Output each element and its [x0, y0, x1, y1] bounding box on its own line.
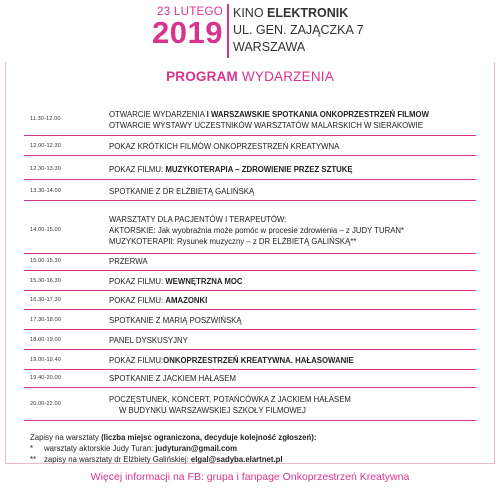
row-divider [24, 135, 476, 136]
description-text: WARSZTATY DLA PACJENTÓW I TERAPEUTÓW: [109, 215, 287, 224]
note-bullet: ** [30, 455, 37, 464]
description-text: PANEL DYSKUSYJNY [109, 335, 188, 345]
description-text: PRZERWA [109, 257, 148, 266]
footer-info: Więcej informacji na FB: grupa i fanpage Onkoprzestrzeń Kreatywna [90, 471, 410, 483]
schedule-time: 16.30-17.30 [30, 297, 61, 303]
description-text: POKAZ KRÓTKICH FILMÓW ONKOPRZESTRZEŃ KREATYWNA [109, 141, 340, 151]
description-line [109, 186, 254, 197]
description-bold: WEWNĘTRZNA MOC [165, 276, 243, 286]
description-line [109, 225, 404, 236]
row-divider [24, 290, 476, 291]
row-divider [24, 329, 476, 330]
description-line [109, 236, 404, 247]
description-line [109, 164, 353, 175]
description-bold: ONKOPRZESTRZEŃ KREATYWNA. HAŁASOWANIE [163, 355, 354, 365]
email-link-elgal[interactable]: elgal@sadyba.elartnet.pl [190, 455, 283, 464]
description-text: POKAZ FILMU: [109, 276, 166, 286]
description-text: OTWARCIE WYSTAWY UCZESTNIKÓW WARSZTATÓW MALARSKICH W SIERAKOWIE [109, 121, 423, 130]
venue-line [233, 5, 364, 22]
event-year: 2019 [152, 15, 223, 50]
schedule-row [24, 183, 476, 200]
event-date: 23 LUTEGO [157, 6, 223, 18]
venue-city: WARSZAWA [233, 40, 306, 54]
description-text: AKTORSKIE: Jak wyobraźnia może pomóc w procesie zdrowienia – z JUDY TURAN* [109, 226, 405, 235]
schedule-time: 15.00-15.30 [30, 258, 61, 264]
notes-intro [30, 432, 316, 443]
schedule-time: 14.00-15.00 [30, 226, 61, 233]
description-line [109, 355, 354, 366]
schedule-description [109, 315, 242, 326]
schedule-row [24, 253, 476, 270]
schedule-row [24, 331, 476, 349]
description-line [109, 373, 236, 384]
description-bold: AMAZONKI [165, 296, 208, 305]
description-text: SPOTKANIE Z MARIĄ POSZWIŃSKĄ [109, 316, 242, 325]
schedule-time: 17.30-18.00 [30, 317, 61, 323]
description-line [109, 120, 429, 131]
schedule-description [109, 109, 429, 131]
schedule-description [109, 276, 243, 287]
notes-intro-bold: (liczba miejsc ograniczona, decyduje kolejność zgłoszeń): [101, 433, 317, 442]
notes-intro-text: Zapisy na warsztaty [30, 433, 102, 442]
schedule-row [24, 272, 476, 290]
notes-item-1 [30, 443, 316, 454]
row-divider [24, 420, 476, 421]
schedule-time: 12.30-13.30 [30, 166, 61, 172]
schedule-row [24, 312, 476, 329]
description-line [109, 276, 243, 287]
row-divider [24, 179, 476, 180]
description-line [109, 405, 351, 416]
description-line [109, 394, 351, 405]
schedule-time: 11.30-12.00 [30, 116, 61, 122]
description-line [109, 214, 404, 225]
email-link-judy[interactable]: judyturan@gmail.com [155, 444, 238, 453]
row-divider [24, 309, 476, 310]
schedule-row [24, 208, 476, 253]
schedule-description [109, 141, 339, 152]
schedule-description [109, 373, 236, 384]
schedule-description [109, 214, 404, 247]
schedule-description [109, 335, 188, 346]
note-text: warsztaty aktorskie Judy Turan: [44, 444, 156, 453]
schedule-row [24, 390, 476, 420]
description-line [109, 315, 242, 326]
description-line [109, 295, 207, 306]
schedule-description [109, 256, 148, 267]
venue-name: ELEKTRONIK [267, 6, 349, 20]
schedule-time: 15.30-16.30 [30, 277, 61, 284]
schedule-description [109, 355, 354, 366]
notes-item-2 [30, 454, 316, 465]
header-divider [227, 4, 229, 58]
schedule-description [109, 295, 207, 306]
venue-block [233, 5, 364, 56]
description-text: W BUDYNKU WARSZAWSKIEJ SZKOŁY FILMOWEJ [119, 406, 306, 415]
schedule-time: 20.00-22.00 [30, 401, 61, 407]
schedule-row [24, 105, 476, 135]
program-title-rest: WYDARZENIA [241, 69, 334, 84]
schedule-time: 18.00-19.00 [30, 336, 61, 343]
schedule-row [24, 370, 476, 387]
schedule-description [109, 186, 254, 197]
description-line [109, 141, 339, 152]
program-title-bold: PROGRAM [166, 69, 238, 84]
schedule-time: 12.00-12.30 [30, 142, 61, 149]
description-line [109, 335, 188, 346]
description-text: SPOTKANIE Z JACKIEM HAŁASEM [109, 374, 236, 383]
description-line [109, 109, 429, 120]
schedule-time: 19.00-19.40 [30, 356, 61, 363]
header [0, 0, 500, 62]
description-text: POKAZ FILMU: [109, 355, 164, 365]
schedule-description [109, 394, 351, 416]
note-bullet: * [30, 444, 34, 453]
schedule-time: 13.30-14.00 [30, 188, 61, 194]
row-divider [24, 349, 476, 350]
schedule-row [24, 160, 476, 179]
schedule-row [24, 351, 476, 369]
schedule-row [24, 137, 476, 155]
row-divider [24, 387, 476, 388]
registration-notes [30, 432, 316, 465]
description-text: SPOTKANIE Z DR ELŻBIETĄ GALIŃSKĄ [109, 187, 255, 196]
description-text: MUZYKOTERAPII: Rysunek muzyczny – z DR ELŻBIETĄ GALIŃSKĄ** [109, 237, 357, 246]
program-title [0, 69, 500, 84]
description-bold: I WARSZAWSKIE SPOTKANIA ONKOPRZESTRZEŃ FILMOW [206, 110, 429, 119]
schedule-time: 19.40-20.00 [30, 375, 61, 381]
venue-prefix: KINO [233, 6, 264, 20]
note-text: zapisy na warsztaty dr Elżbiety Galińskiej: [44, 455, 191, 464]
description-text: POKAZ FILMU: [109, 165, 166, 174]
row-divider [24, 270, 476, 271]
row-divider [24, 155, 476, 156]
description-line [109, 256, 148, 267]
schedule-description [109, 164, 353, 175]
row-divider [24, 200, 476, 201]
venue-address: UL. GEN. ZAJĄCZKA 7 [233, 23, 364, 37]
description-text: POCZĘSTUNEK, KONCERT, POTAŃCÓWKA Z JACKIEM HAŁASEM [109, 395, 351, 404]
description-text: OTWARCIE WYDARZENIA [109, 110, 207, 119]
schedule-row [24, 292, 476, 309]
description-text: POKAZ FILMU: [109, 296, 166, 305]
description-bold: MUZYKOTERAPIA – ZDROWIENIE PRZEZ SZTUKĘ [165, 165, 353, 174]
